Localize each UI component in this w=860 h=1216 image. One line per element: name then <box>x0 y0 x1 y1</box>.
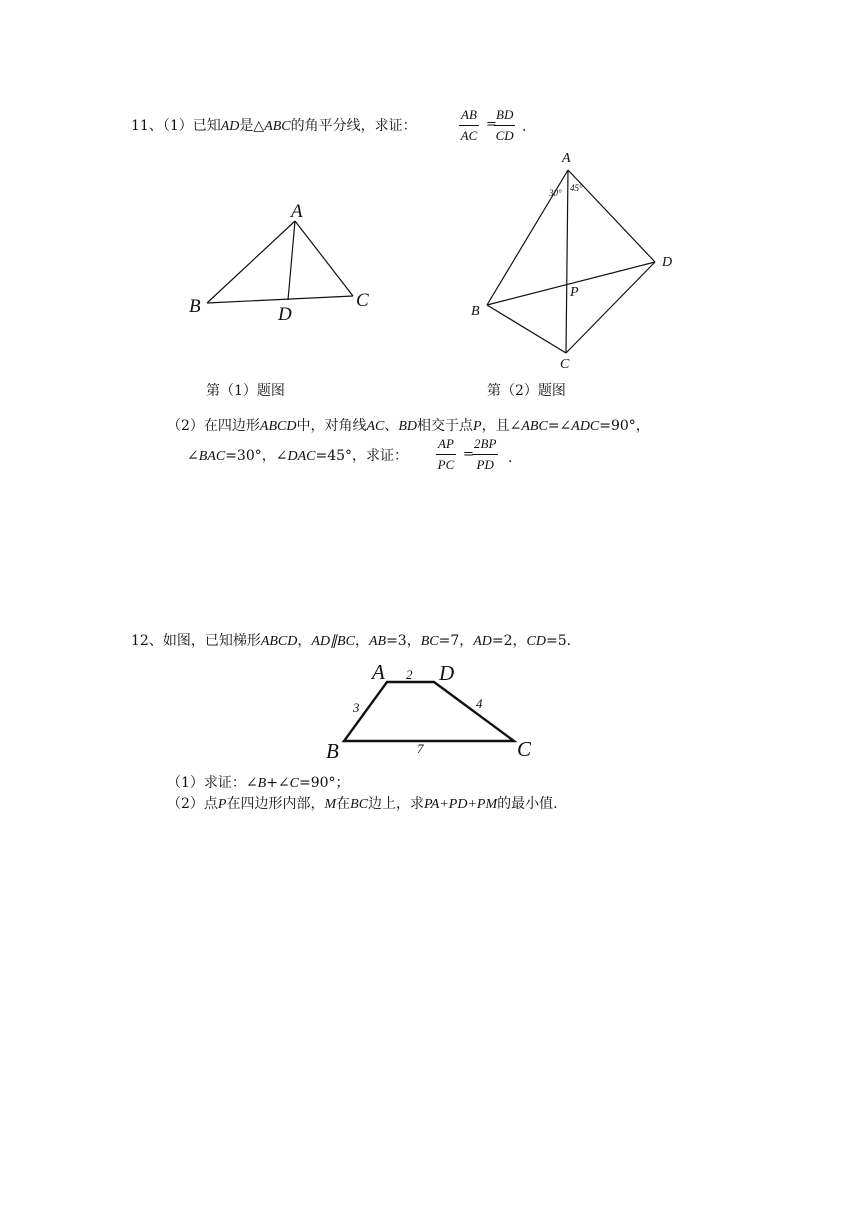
q11-fraction-ab-ac: $\frac{AB}{AC}$ <box>460 107 478 143</box>
fig3-label-a: A <box>372 660 385 684</box>
fig2-angle-30: 30° <box>549 188 562 198</box>
fig1-label-d: D <box>278 304 292 325</box>
fig2-caption: 第（2）题图 <box>487 383 566 399</box>
q11-period-1: . <box>522 119 527 135</box>
q11-part2-line2: ∠BAC=30°，∠DAC=45°，求证： <box>187 448 409 464</box>
q11-number: 11、 <box>131 118 163 134</box>
fig3-length-ad: 2 <box>406 667 413 682</box>
fig3-label-d: D <box>439 661 455 685</box>
q11-fraction-2bp-pd: $\frac{2BP}{PD}$ <box>474 436 497 472</box>
q11-statement-part1: 11、（1）已知AD是△ABC的角平分线，求证： <box>131 118 417 134</box>
fig3-label-c: C <box>517 737 532 761</box>
q11-equals-1: = <box>486 117 497 132</box>
fig2-label-a: A <box>562 151 571 166</box>
fig1-label-b: B <box>189 296 201 317</box>
figure-3-trapezoid <box>344 682 514 741</box>
fig2-angle-45: 45° <box>570 183 583 193</box>
fig2-label-c: C <box>560 357 570 372</box>
fig3-length-ab: 3 <box>353 700 360 715</box>
q11-part2-line1: （2）在四边形ABCD中，对角线AC、BD相交于点P，且∠ABC=∠ADC=90°， <box>167 418 650 434</box>
q11-fraction-ap-pc: $\frac{AP}{PC}$ <box>437 436 455 472</box>
q11-period-2: . <box>508 450 513 466</box>
fig2-diagonal-ac <box>566 170 568 353</box>
fig2-side-bc <box>487 305 566 353</box>
q12-statement: 12、如图，已知梯形ABCD，AD∥BC，AB=3，BC=7，AD=2，CD=5. <box>131 633 572 649</box>
fig3-label-b: B <box>326 739 339 763</box>
q11-equals-2: = <box>463 447 474 462</box>
fig1-label-a: A <box>291 201 303 222</box>
q12-part2: （2）点P在四边形内部，M在BC边上，求PA+PD+PM的最小值. <box>167 796 558 812</box>
fig2-label-p: P <box>570 285 579 300</box>
q12-part1: （1）求证：∠B+∠C=90°； <box>167 775 350 791</box>
fig2-label-b: B <box>471 304 480 319</box>
fig1-side-ab <box>207 221 295 303</box>
fig1-caption: 第（1）题图 <box>206 383 285 399</box>
fig1-side-ac <box>295 221 353 296</box>
fig3-length-cd: 4 <box>476 696 483 711</box>
fig1-bisector-ad <box>288 221 295 300</box>
fig2-side-cd <box>566 262 655 353</box>
figure-2-quadrilateral <box>487 170 655 353</box>
fig2-label-d: D <box>662 255 673 270</box>
fig1-side-bc <box>207 296 353 303</box>
fig1-label-c: C <box>356 290 369 311</box>
figure-1-triangle <box>207 221 353 303</box>
q11-fraction-bd-cd: $\frac{BD}{CD}$ <box>495 107 514 143</box>
fig3-trapezoid-outline <box>344 682 514 741</box>
fig3-length-bc: 7 <box>417 741 424 756</box>
